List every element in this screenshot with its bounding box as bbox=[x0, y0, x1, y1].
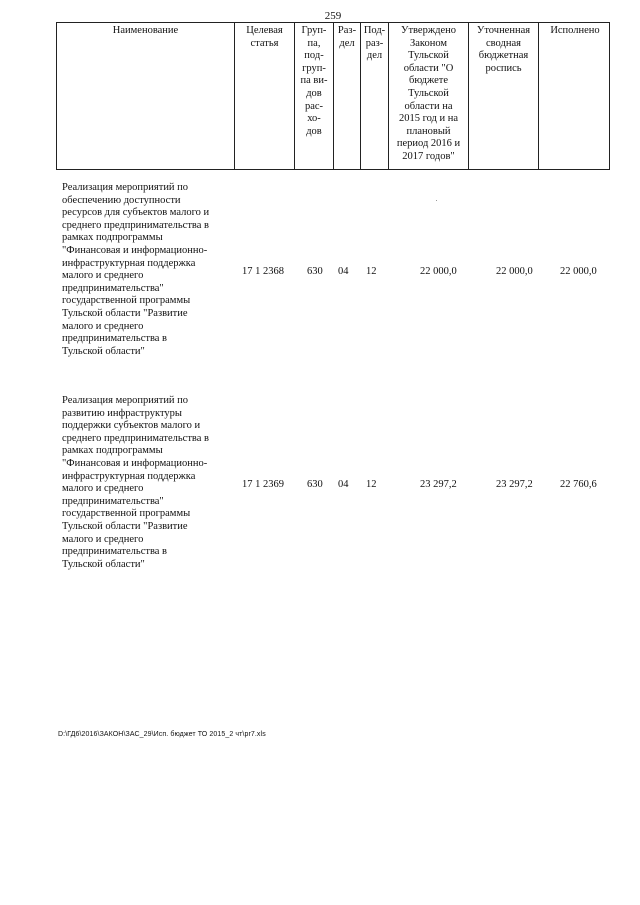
header-subsection: Под- раз- дел bbox=[361, 23, 389, 169]
table-row bbox=[56, 395, 616, 585]
row-refined-budget: 22 000,0 bbox=[496, 266, 533, 277]
table-row bbox=[56, 182, 616, 372]
header-executed: Исполнено bbox=[550, 25, 600, 36]
header-approved: Утверждено Законом Тульской области "О бюджете Тульской области на 2015 год и на плановый период 2016 и 2017 годов" bbox=[389, 23, 469, 169]
row-executed: 22 760,6 bbox=[560, 479, 597, 490]
footer-file-path: D:\ГД6\2016\ЗАКОН\ЗАС_29\Исп. бюджет ТО 2015_2 чт\pr7.xls bbox=[58, 731, 266, 738]
row-section: 04 bbox=[338, 266, 349, 277]
row-approved: 22 000,0 bbox=[420, 266, 457, 277]
row-name: Реализация мероприятий по обеспечению доступности ресурсов для субъектов малого и среднего предпринимательства в рамках подпрограммы "Финансовая и информационно- инфраструктурная поддержка малого и среднего предпринимательства" государственной программы Тульской области "Развитие малого и среднего предпринимательства в Тульской области" bbox=[62, 182, 210, 357]
row-subsection: 12 bbox=[366, 266, 377, 277]
row-executed: 22 000,0 bbox=[560, 266, 597, 277]
row-target-article: 17 1 2369 bbox=[242, 479, 284, 490]
table-header bbox=[56, 22, 610, 170]
header-section: Раз- дел bbox=[334, 23, 361, 169]
header-refined-budget: Уточненная сводная бюджетная роспись bbox=[469, 23, 539, 169]
row-expense-group: 630 bbox=[307, 479, 323, 490]
row-subsection: 12 bbox=[366, 479, 377, 490]
header-expense-group: Груп- па, под- груп- па ви- дов рас- хо- дов bbox=[295, 23, 334, 169]
row-approved: 23 297,2 bbox=[420, 479, 457, 490]
header-name: Наименование bbox=[57, 23, 235, 169]
row-name: Реализация мероприятий по развитию инфраструктуры поддержки субъектов малого и среднего предпринимательства в рамках подпрограммы "Финансовая и информационно- инфраструктурная поддержка малого и среднего предпринимательства" государственной программы Тульской области "Развитие малого и среднего предпринимательства в Тульской области" bbox=[62, 395, 209, 570]
header-target-article: Целевая статья bbox=[235, 23, 295, 169]
row-target-article: 17 1 2368 bbox=[242, 266, 284, 277]
row-refined-budget: 23 297,2 bbox=[496, 479, 533, 490]
row-expense-group: 630 bbox=[307, 266, 323, 277]
page-number: 259 bbox=[324, 10, 342, 22]
row-section: 04 bbox=[338, 479, 349, 490]
